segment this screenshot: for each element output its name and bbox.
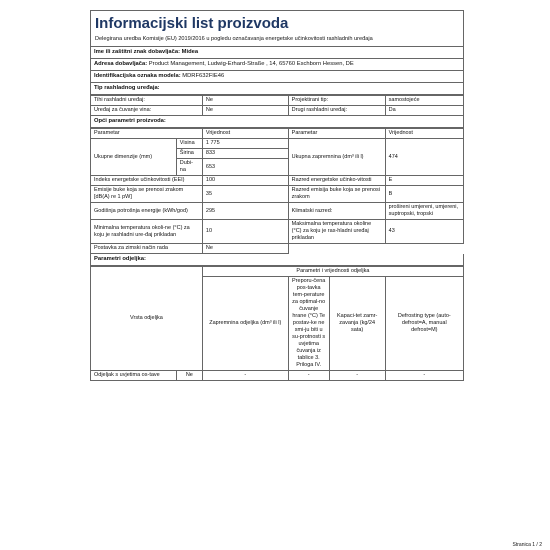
table-row: [91, 186, 464, 203]
height-value: 1 775: [202, 139, 288, 149]
product-information-sheet: [90, 10, 464, 540]
value-header: Vrijednost: [385, 129, 463, 139]
table-row: [91, 129, 464, 139]
compartment-group-header: Parametri i vrijednosti odjeljka: [202, 267, 463, 277]
eei-value: 100: [202, 176, 288, 186]
width-label: Širina: [176, 149, 202, 159]
annual-energy-value: 295: [202, 203, 288, 220]
design-type-label: Projektirani tip:: [288, 96, 385, 106]
param-header: Parametar: [288, 129, 385, 139]
compartment-type-header: Vrsta odjeljka: [91, 267, 203, 371]
supplier-name-value: Midea: [181, 49, 199, 55]
noise-class-value: B: [385, 186, 463, 203]
defrost-type-header: Defrosting type (auto-defrost=A, manual defrost=M): [385, 277, 463, 371]
depth-value: 653: [202, 159, 288, 176]
table-row: [91, 176, 464, 186]
width-value: 833: [202, 149, 288, 159]
model-id-value: MDRF632FIE46: [182, 73, 225, 79]
winter-setting-label: Postavka za zimski način rada: [91, 244, 203, 254]
appliance-type-heading: Tip rashladnog uređaja:: [90, 83, 464, 95]
volume-value: 474: [385, 139, 463, 176]
max-temp-label: Maksimalna temperatura okoline (°C) za koju je ras-hladni uređaj prikladan: [288, 220, 385, 244]
min-temp-label: Minimalna temperatura okoli-ne (°C) za koju je rashladni ure-đaj prikladan: [91, 220, 203, 244]
quiet-value: Ne: [202, 96, 288, 106]
supplier-address-label: Adresa dobavljača:: [94, 61, 148, 67]
table-row: [91, 220, 464, 244]
storage-compartment-temp: -: [288, 371, 329, 381]
max-temp-value: 43: [385, 220, 463, 244]
noise-label: Emisije buke koja se prenosi zrakom [dB(A) re 1 pW]: [91, 186, 203, 203]
model-id-label: Identifikacijska oznaka modela:: [94, 73, 181, 79]
table-row: [91, 106, 464, 116]
supplier-name-row: [90, 47, 464, 59]
quiet-label: Tihi rashladni uređaj:: [91, 96, 203, 106]
height-label: Visina: [176, 139, 202, 149]
climate-class-label: Klimatski razred:: [288, 203, 385, 220]
supplier-address-row: [90, 59, 464, 71]
storage-compartment-capacity: -: [329, 371, 385, 381]
min-temp-value: 10: [202, 220, 288, 244]
energy-class-label: Razred energetske učinko-vitosti: [288, 176, 385, 186]
energy-class-value: E: [385, 176, 463, 186]
storage-compartment-volume: -: [202, 371, 288, 381]
page-number: Stranica 1 / 2: [512, 542, 542, 548]
noise-class-label: Razred emisija buke koja se prenosi zrakom: [288, 186, 385, 203]
regulation-text: Delegirana uredba Komisije (EU) 2019/2016 u pogledu označavanja energetske učinkovitosti rashladnih uređaja: [95, 36, 373, 42]
supplier-address-value: Product Management, Ludwig-Erhard-Straße , 14, 65760 Eschborn Hessen, DE: [148, 61, 354, 67]
value-header: Vrijednost: [202, 129, 288, 139]
volume-label: Ukupna zapremnina (dm³ ili l): [288, 139, 385, 176]
climate-class-value: prošireni umjereni, umjereni, suptropski, tropski: [385, 203, 463, 220]
table-row: [91, 371, 464, 381]
compartment-table: [90, 266, 464, 381]
wine-label: Uređaj za čuvanje vina:: [91, 106, 203, 116]
empty-cell: [288, 244, 463, 254]
other-appliance-label: Drugi rashladni uređaj:: [288, 106, 385, 116]
noise-value: 35: [202, 186, 288, 203]
eei-label: Indeks energetske učinkovitosti (EEI): [91, 176, 203, 186]
table-row: [91, 203, 464, 220]
table-row: [91, 96, 464, 106]
compartment-volume-header: Zapremnina odjeljka (dm³ ili l): [202, 277, 288, 371]
param-header: Parametar: [91, 129, 203, 139]
dimensions-label: Ukupne dimenzije (mm): [91, 139, 177, 176]
other-appliance-value: Da: [385, 106, 463, 116]
model-id-row: [90, 71, 464, 83]
depth-label: Dubi-na: [176, 159, 202, 176]
storage-compartment-label: Odjeljak s uvjetima os-tave: [91, 371, 177, 381]
table-row: [91, 139, 464, 149]
freezing-capacity-header: Kapaci-tet zamr-zavanja (kg/24 sata): [329, 277, 385, 371]
supplier-name-label: Ime ili zaštitni znak dobavljača:: [94, 49, 181, 55]
general-params-table: [90, 128, 464, 254]
design-type-value: samostojeće: [385, 96, 463, 106]
table-row: [91, 267, 464, 277]
general-params-heading: Opći parametri proizvoda:: [90, 116, 464, 128]
storage-compartment-defrost: -: [385, 371, 463, 381]
appliance-type-table: [90, 95, 464, 116]
sheet-title: Informacijski list proizvoda: [95, 15, 289, 32]
table-row: [91, 244, 464, 254]
sheet-header: [90, 10, 464, 47]
storage-compartment-present: Ne: [176, 371, 202, 381]
compartment-params-heading: Parametri odjeljka:: [90, 254, 464, 266]
annual-energy-label: Godišnja potrošnja energije (kWh/god): [91, 203, 203, 220]
recommended-temp-header: Preporu-čena pos-tavka tem-perature za optimal-no čuvanje hrane (°C) Te postav-ke ne smi-ju biti u su-protnosti s uvjetima čuvanja iz tablice 3. Priloga IV.: [288, 277, 329, 371]
wine-value: Ne: [202, 106, 288, 116]
winter-setting-value: Ne: [202, 244, 288, 254]
